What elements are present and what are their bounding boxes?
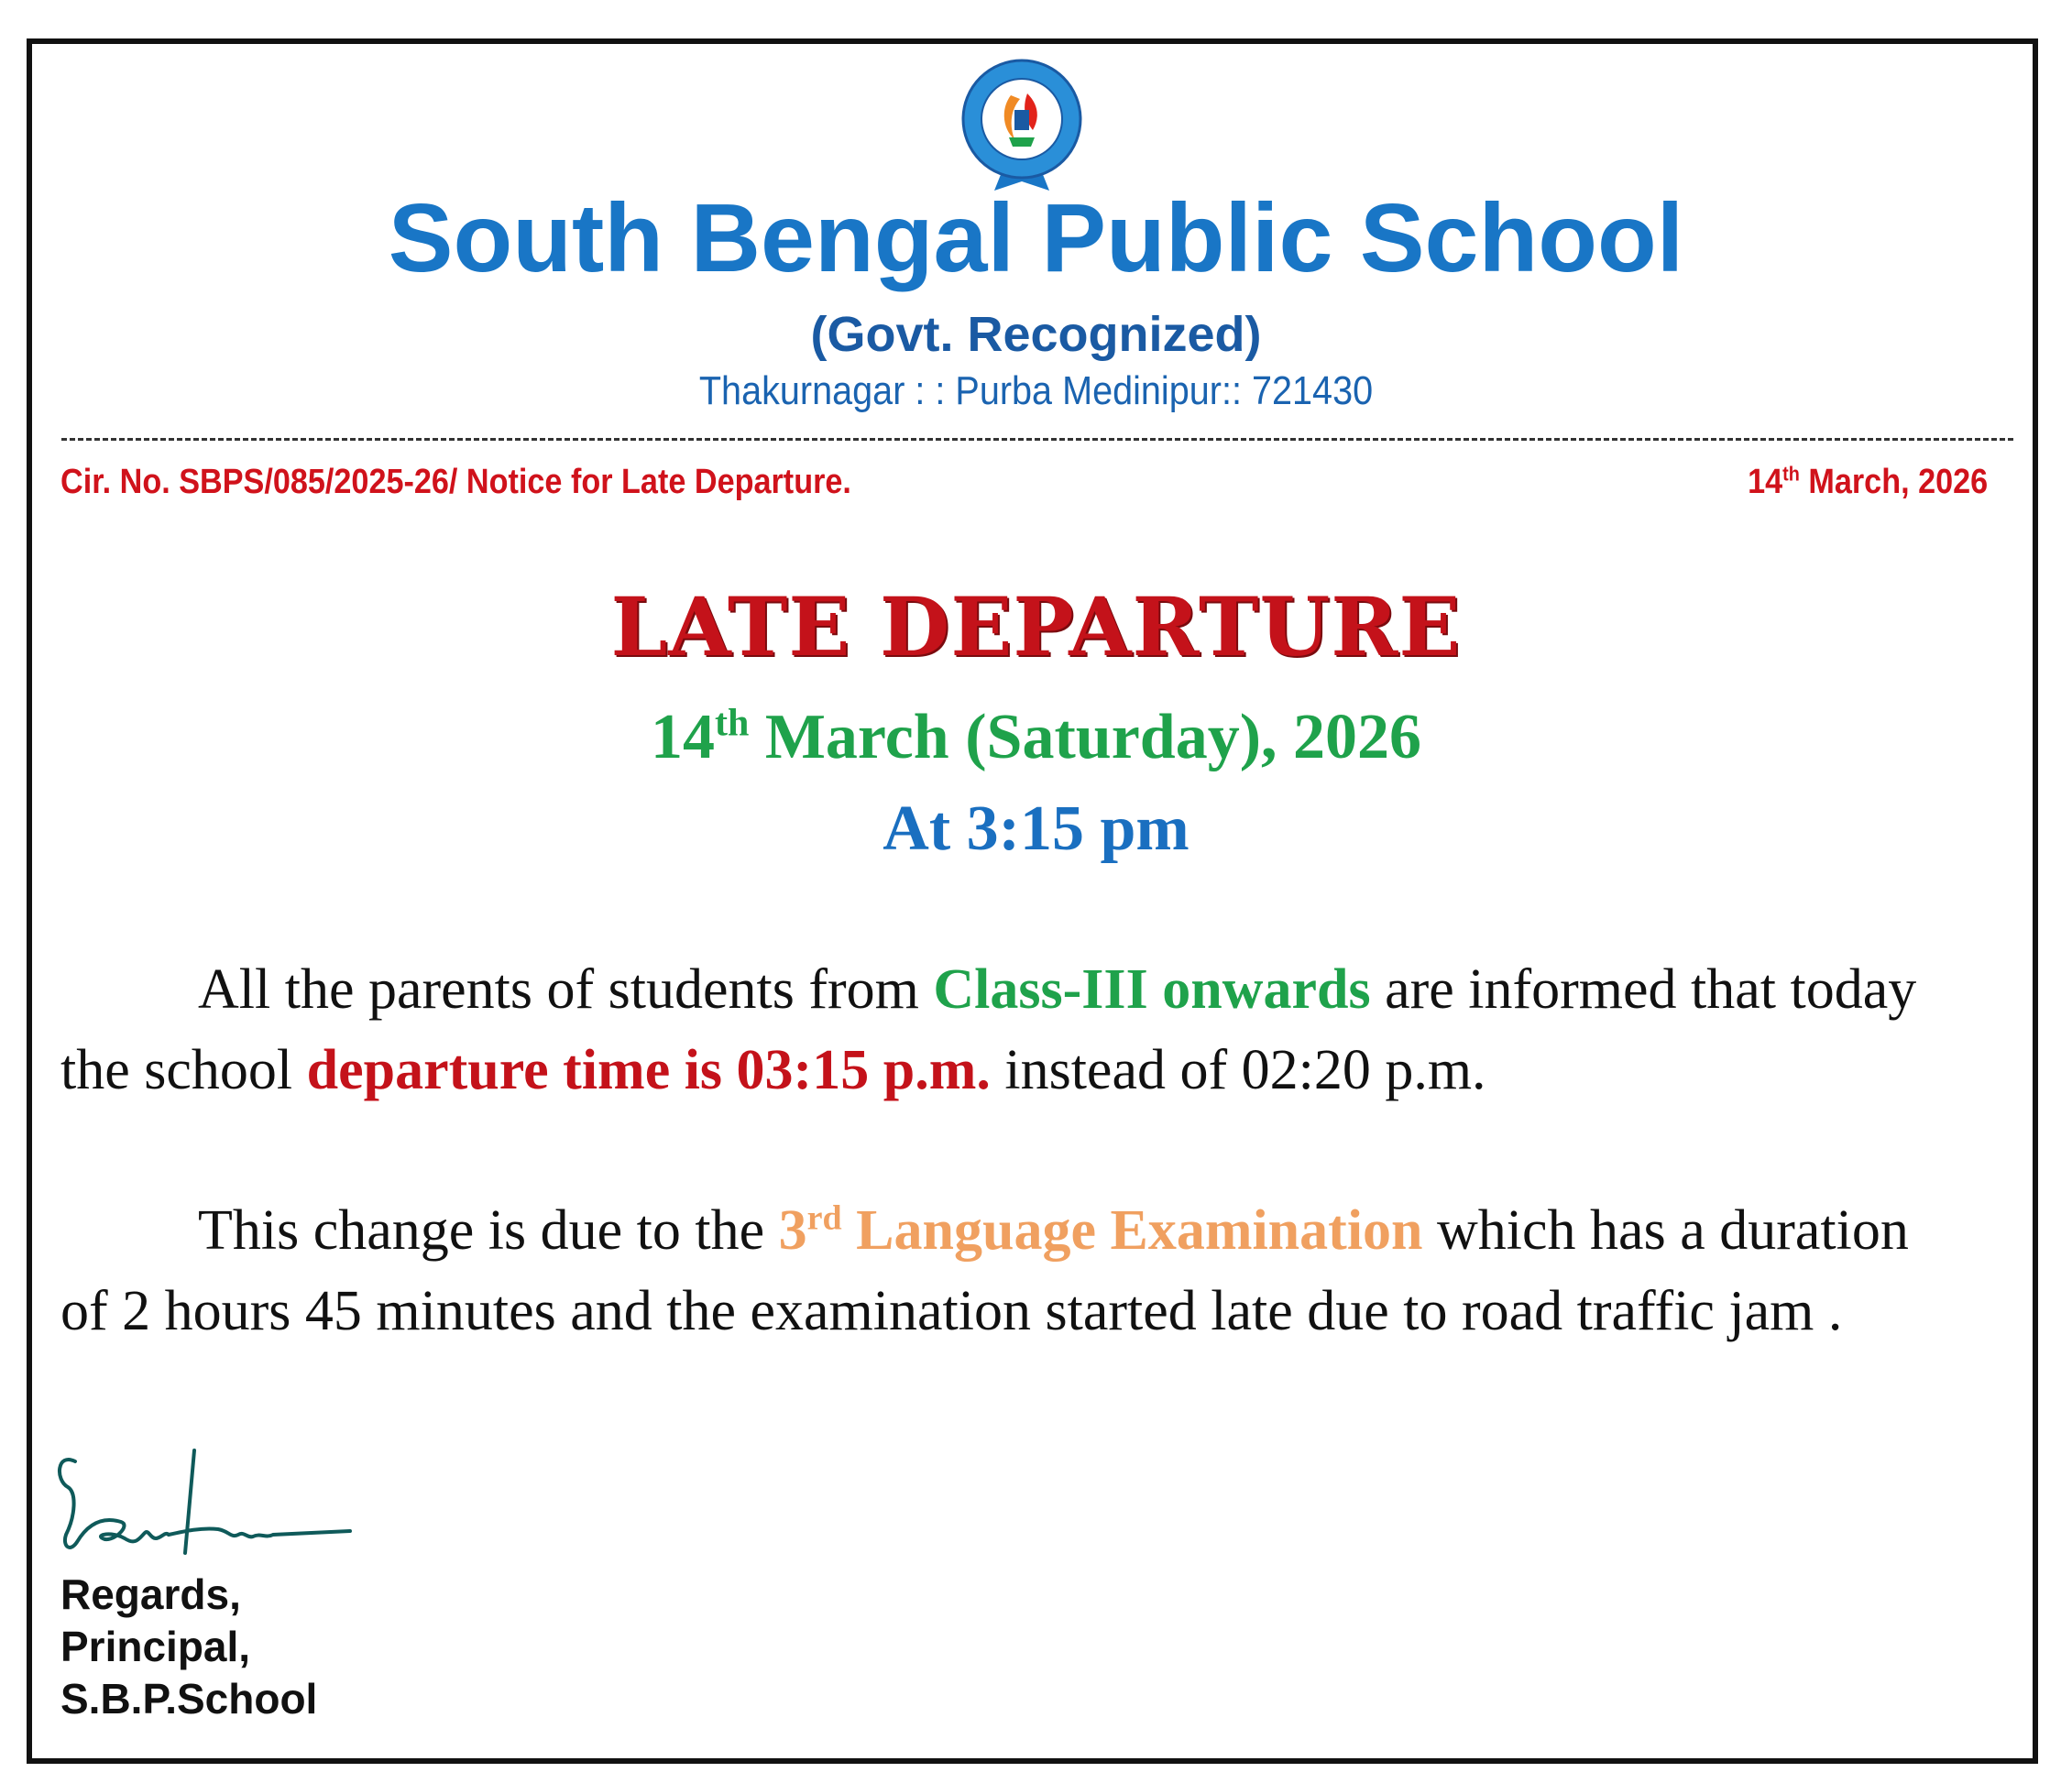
circular-date-suffix: th (1781, 462, 1800, 486)
p2-ordinal: 3 (778, 1199, 807, 1262)
p2-text-b: which has a duration of 2 hours 45 minutes and the examination started late due to road traffic jam . (60, 1199, 1909, 1342)
principal-signature-icon (48, 1443, 359, 1581)
body-paragraph-1 (60, 949, 1930, 1110)
school-address: Thakurnagar : : Purba Medinipur:: 721430 (698, 368, 1374, 413)
p2-ordinal-suffix: rd (806, 1198, 842, 1238)
signoff-title: Principal, (60, 1623, 251, 1670)
notice-date-suffix: th (714, 702, 750, 745)
signoff-school: S.B.P.School (60, 1675, 318, 1723)
p1-text-b: are informed that today the school (60, 958, 1917, 1101)
p1-highlight-time: departure time is 03:15 p.m. (306, 1039, 991, 1101)
circular-date-rest: March, 2026 (1799, 463, 1988, 501)
p1-highlight-class: Class-III onwards (933, 958, 1371, 1021)
school-crest-icon (958, 57, 1086, 194)
notice-date-day: 14 (650, 702, 715, 772)
circular-date (1748, 463, 1988, 502)
p1-text-c: instead of 02:20 p.m. (990, 1039, 1486, 1101)
recognition-status: (Govt. Recognized) (810, 307, 1262, 362)
notice-title: LATE DEPARTURE (610, 579, 1462, 674)
notice-date-rest: March (Saturday), 2026 (749, 702, 1422, 772)
p2-highlight-exam: Language Examination (841, 1199, 1423, 1262)
notice-date (0, 701, 2072, 774)
circular-date-day: 14 (1747, 463, 1782, 501)
header-divider (61, 438, 2013, 441)
notice-time: At 3:15 pm (883, 793, 1189, 864)
p1-text-a: All the parents of students from (198, 958, 934, 1021)
signoff-regards: Regards, (60, 1570, 241, 1618)
p2-text-a: This change is due to the (198, 1199, 779, 1262)
body-paragraph-2 (60, 1190, 1930, 1351)
circular-number: Cir. No. SBPS/085/2025-26/ Notice for Late Departure. (60, 463, 851, 501)
signoff-block (60, 1569, 317, 1725)
school-name: South Bengal Public School (388, 184, 1684, 292)
